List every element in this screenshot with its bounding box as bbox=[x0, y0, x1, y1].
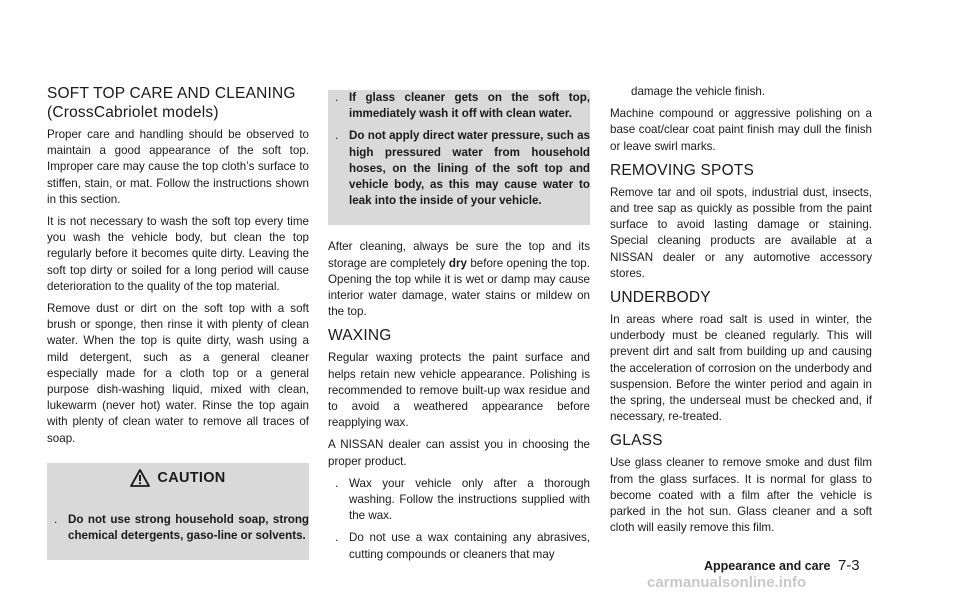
watermark: carmanualsonline.info bbox=[647, 574, 807, 591]
bullet-text: Do not use strong household soap, strong chemical detergents, gaso-line or solvents. bbox=[68, 512, 309, 543]
column-right bbox=[610, 84, 872, 542]
paragraph: Machine compound or aggressive polishing on a base coat/clear coat paint finish may dull the finish or leave swirl marks. bbox=[610, 107, 872, 153]
caution-header bbox=[47, 463, 309, 494]
section-heading-underbody: UNDERBODY bbox=[610, 289, 711, 307]
bullet-continuation: damage the vehicle finish. bbox=[631, 85, 766, 98]
paragraph: Remove dust or dirt on the soft top with a soft brush or sponge, then rinse it with plenty of clean water. When the top is quite dirty, wash using a mild detergent, such as a general cleaner especially made for a cloth top or a general purpose dish-washing liquid, mixed with clean, lukewarm (never hot) water. Rinse the top again with plenty of clean water to remove all traces of soap. bbox=[47, 302, 309, 445]
bullet-mark: . bbox=[335, 476, 339, 490]
caution-box-continued bbox=[328, 90, 590, 225]
caution-label: CAUTION bbox=[157, 470, 226, 487]
page-footer bbox=[704, 557, 860, 574]
emphasis-dry: dry bbox=[448, 256, 467, 270]
caution-bullet bbox=[328, 128, 590, 209]
caution-bullet bbox=[328, 90, 590, 122]
warning-triangle-icon bbox=[130, 469, 150, 487]
heading-line-2: (CrossCabriolet models) bbox=[47, 104, 219, 121]
list-item bbox=[328, 530, 590, 562]
bullet-text: Do not use a wax containing any abrasives, cutting compounds or cleaners that may bbox=[349, 531, 590, 561]
bullet-text: If glass cleaner gets on the soft top, immediately wash it off with clean water. bbox=[349, 91, 590, 121]
paragraph: It is not necessary to wash the soft top every time you wash the vehicle body, but clean the top regularly before it becomes quite dirty. Leaving the soft top dirty or soiled for a long period will cause deterioration to the quality of the top material. bbox=[47, 215, 309, 293]
bullet-mark: . bbox=[335, 129, 339, 143]
paragraph: Remove tar and oil spots, industrial dust, insects, and tree sap as quickly as possible from the paint surface to avoid lasting damage or staining. Special cleaning products are available at a NISSAN dealer or any automotive accessory stores. bbox=[610, 185, 872, 280]
bullet-text: Wax your vehicle only after a thorough washing. Follow the instructions supplied with the wax. bbox=[349, 476, 590, 523]
text-run: After cleaning, always be sure the top and its storage are completely bbox=[328, 240, 590, 270]
paragraph: Use glass cleaner to remove smoke and dust film from the glass surfaces. It is normal for glass to become coated with a film after the vehicle is parked in the hot sun. Glass cleaner and a soft cloth will easily remove this film. bbox=[610, 456, 872, 535]
column-left bbox=[47, 84, 309, 574]
text-run: before opening the top. Opening the top while it is wet or damp may cause interior water damage, water stains or mildew on the top. bbox=[328, 256, 590, 319]
section-heading-removing-spots: REMOVING SPOTS bbox=[610, 161, 755, 179]
section-heading-soft-top bbox=[47, 84, 309, 122]
section-heading-glass: GLASS bbox=[610, 432, 663, 450]
bullet-mark: . bbox=[54, 512, 58, 526]
caution-bullet bbox=[47, 512, 309, 544]
list-item bbox=[328, 476, 590, 525]
paragraph: A NISSAN dealer can assist you in choosing the proper product. bbox=[328, 438, 590, 468]
page-number: 7-3 bbox=[837, 557, 860, 574]
paragraph: Proper care and handling should be observed to maintain a good appearance of the soft top. Improper care may cause the top cloth’s surface to stiffen, stain, or mat. Follow the instructions shown in this section. bbox=[47, 128, 309, 206]
footer-section-title: Appearance and care bbox=[704, 559, 831, 573]
section-heading-waxing: WAXING bbox=[328, 327, 392, 345]
paragraph bbox=[328, 239, 590, 320]
bullet-mark: . bbox=[335, 91, 339, 104]
column-middle bbox=[328, 90, 590, 569]
caution-box bbox=[47, 494, 309, 560]
bullet-text: Do not apply direct water pressure, such as high pressured water from household hoses, on the lining of the soft top and vehicle body, as this may cause water to leak into the inside of your vehicle. bbox=[349, 129, 590, 208]
heading-line-1: SOFT TOP CARE AND CLEANING bbox=[47, 85, 296, 102]
bullet-mark: . bbox=[335, 531, 339, 545]
paragraph: Regular waxing protects the paint surface and helps retain new vehicle appearance. Polishing is recommended to remove built-up wax residue and to avoid a weathered appearance before reapplying wax. bbox=[328, 351, 590, 430]
paragraph: In areas where road salt is used in winter, the underbody must be cleaned regularly. This will prevent dirt and salt from building up and causing the acceleration of corrosion on the underbody and suspension. Before the winter period and again in the spring, the underseal must be checked and, if necessary, re-treated. bbox=[610, 313, 872, 424]
